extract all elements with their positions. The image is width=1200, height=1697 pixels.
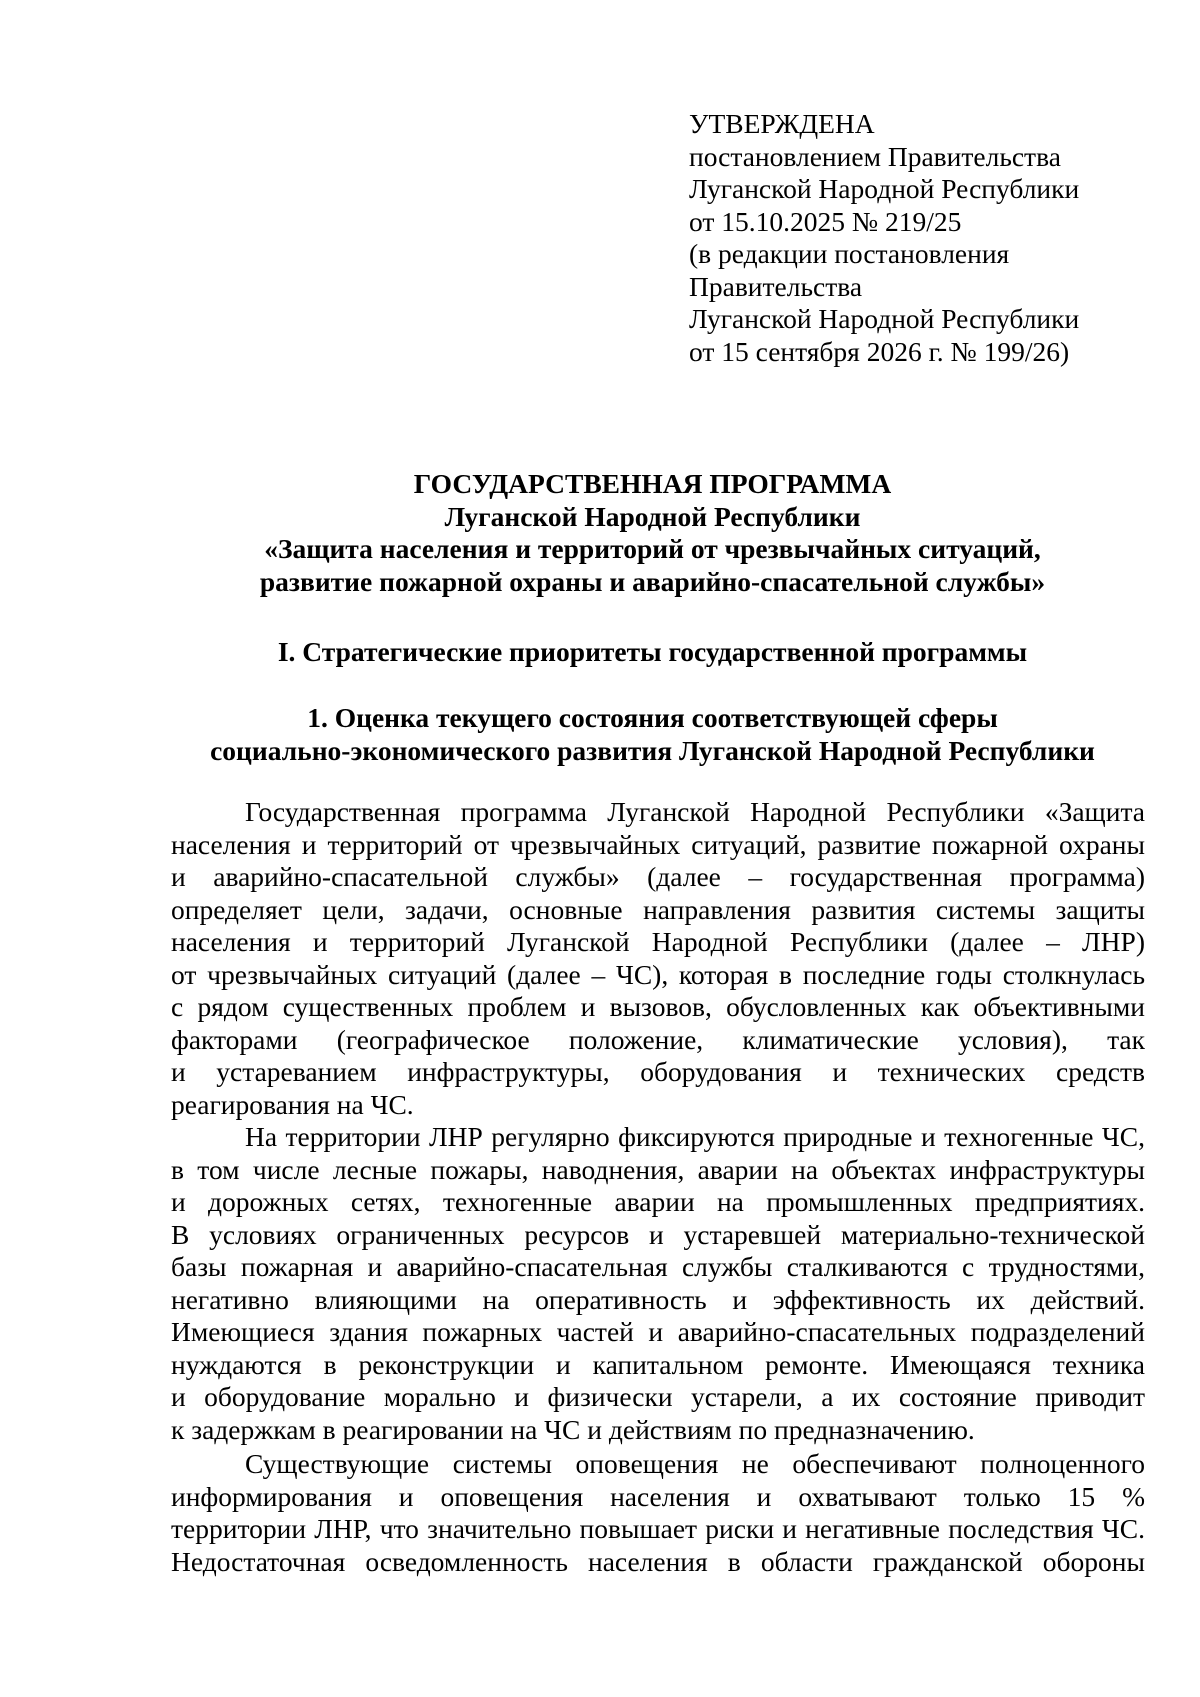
program-title-line: «Защита населения и территорий от чрезвычайных ситуаций, [264,533,1041,564]
paragraph-line: На территории ЛНР регулярно фиксируются природные и техногенные ЧС, [245,1121,1145,1152]
approval-line: от 15.10.2025 № 219/25 [689,205,962,237]
paragraph-line: и дорожных сетях, техногенные аварии на промышленных предприятиях. [171,1186,1145,1217]
subsection-heading-line: социально-экономического развития Луганской Народной Республики [210,734,1095,766]
paragraph-line: информирования и оповещения населения и охватывают только 15 % [171,1480,1145,1512]
body-paragraph [171,1121,1145,1446]
paragraph-line: негативно влияющими на оперативность и эффективность их действий. [171,1283,1145,1315]
approval-line: от 15 сентября 2026 г. № 199/26) [689,335,1070,367]
approval-line: Луганской Народной Республики [689,303,1080,334]
paragraph-line: от чрезвычайных ситуаций (далее – ЧС), которая в последние годы столкнулась [171,958,1145,990]
approval-line: УТВЕРЖДЕНА [689,108,875,139]
paragraph-line: Существующие системы оповещения не обеспечивают полноценного [245,1448,1145,1479]
paragraph-line: территории ЛНР, что значительно повышает риски и негативные последствия ЧС. [171,1513,1145,1544]
approval-line: постановлением Правительства [689,140,1061,172]
subsection-heading-line: 1. Оценка текущего состояния соответствующей сферы [307,702,998,733]
paragraph-line: базы пожарная и аварийно-спасательная службы сталкиваются с трудностями, [171,1251,1145,1282]
paragraph-line: с рядом существенных проблем и вызовов, обусловленных как объективными [171,991,1145,1022]
paragraph-line: В условиях ограниченных ресурсов и устаревшей материально-технической [171,1218,1145,1250]
approval-line: Луганской Народной Республики [689,173,1080,204]
program-title-line: Луганской Народной Республики [444,500,861,532]
paragraph-line: и аварийно-спасательной службы» (далее – государственная программа) [171,861,1145,892]
paragraph-line: к задержкам в реагировании на ЧС и действиям по предназначению. [171,1413,975,1445]
paragraph-line: Недостаточная осведомленность населения в области гражданской обороны [171,1545,1145,1577]
paragraph-line: и устареванием инфраструктуры, оборудования и технических средств [171,1056,1145,1087]
subsection-heading [160,702,1145,767]
program-title-line: развитие пожарной охраны и аварийно-спасательной службы» [259,565,1046,597]
body-paragraph [171,796,1145,1121]
paragraph-line: Государственная программа Луганской Народной Республики «Защита [245,796,1145,827]
approval-line: Правительства [689,270,863,302]
program-title-line: ГОСУДАРСТВЕННАЯ ПРОГРАММА [413,468,892,499]
section-heading: I. Стратегические приоритеты государственной программы [277,636,1028,667]
paragraph-line: населения и территорий от чрезвычайных ситуаций, развитие пожарной охраны [171,828,1145,860]
program-title [160,468,1145,598]
paragraph-line: факторами (географическое положение, климатические условия), так [171,1023,1145,1055]
paragraph-line: нуждаются в реконструкции и капитальном ремонте. Имеющаяся техника [171,1348,1145,1380]
paragraph-line: населения и территорий Луганской Народной Республики (далее – ЛНР) [171,926,1145,957]
paragraph-line: и оборудование морально и физически устарели, а их состояние приводит [171,1381,1145,1412]
paragraph-line: в том числе лесные пожары, наводнения, аварии на объектах инфраструктуры [171,1153,1145,1185]
paragraph-line: реагирования на ЧС. [171,1088,414,1120]
paragraph-line: Имеющиеся здания пожарных частей и аварийно-спасательных подразделений [171,1316,1145,1347]
approval-block [689,108,1159,368]
body-paragraph [171,1448,1145,1578]
approval-line: (в редакции постановления [689,238,1010,269]
paragraph-line: определяет цели, задачи, основные направления развития системы защиты [171,893,1145,925]
